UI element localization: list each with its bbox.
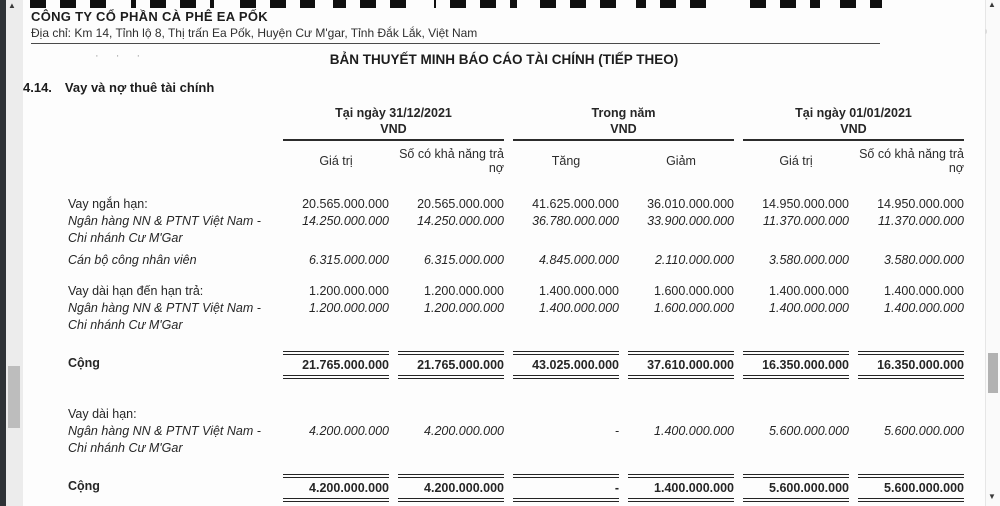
total-cell: 4.200.000.000 bbox=[398, 457, 504, 502]
table-cell: 6.315.000.000 bbox=[424, 253, 504, 267]
row-label bbox=[59, 213, 274, 247]
table-cell: 6.315.000.000 bbox=[309, 253, 389, 267]
table-row bbox=[59, 423, 964, 457]
table-cell: 36.780.000.000 bbox=[532, 214, 619, 228]
col-group-opening bbox=[743, 100, 964, 141]
total-cell: 37.610.000.000 bbox=[628, 334, 734, 379]
section-heading bbox=[23, 80, 214, 95]
total-cell: 1.400.000.000 bbox=[628, 457, 734, 502]
table-cell: 4.200.000.000 bbox=[424, 424, 504, 438]
total-cell: 5.600.000.000 bbox=[743, 457, 849, 502]
row-label-line2: Chi nhánh Cư M'Gar bbox=[68, 231, 183, 245]
table-cell: 41.625.000.000 bbox=[532, 197, 619, 211]
table-row bbox=[59, 181, 964, 213]
scroll-up-icon[interactable]: ▲ bbox=[8, 1, 16, 10]
table-cell: 1.400.000.000 bbox=[654, 424, 734, 438]
scan-binding-marks bbox=[30, 0, 882, 8]
scanned-page bbox=[23, 0, 985, 506]
table-cell: 14.250.000.000 bbox=[302, 214, 389, 228]
scan-artifact-dots: · · · bbox=[95, 50, 148, 62]
table-cell: 1.400.000.000 bbox=[884, 301, 964, 315]
left-scrollbar-thumb[interactable] bbox=[8, 366, 20, 428]
table-cell: 4.200.000.000 bbox=[309, 424, 389, 438]
section-number: 4.14. bbox=[23, 80, 52, 95]
right-scrollbar-thumb[interactable] bbox=[988, 353, 998, 393]
total-cell: 21.765.000.000 bbox=[398, 334, 504, 379]
total-cell: 16.350.000.000 bbox=[743, 334, 849, 379]
table-cell: - bbox=[614, 424, 619, 438]
col-group-unit: VND bbox=[610, 122, 637, 136]
table-cell: 1.400.000.000 bbox=[539, 284, 619, 298]
table-cell: 33.900.000.000 bbox=[647, 214, 734, 228]
total-cell: 43.025.000.000 bbox=[513, 334, 619, 379]
total-row bbox=[59, 334, 964, 379]
scroll-down-icon[interactable]: ▼ bbox=[988, 492, 996, 501]
table-cell: 14.950.000.000 bbox=[762, 197, 849, 211]
scroll-up-icon[interactable]: ▲ bbox=[988, 0, 996, 9]
left-scrollbar-track[interactable] bbox=[6, 0, 23, 506]
col-group-title: Tại ngày 31/12/2021 bbox=[335, 106, 452, 120]
table-cell: 1.600.000.000 bbox=[654, 284, 734, 298]
table-cell: 1.200.000.000 bbox=[309, 301, 389, 315]
col-header: Giảm bbox=[666, 154, 696, 168]
table-cell: 20.565.000.000 bbox=[302, 197, 389, 211]
table-cell: 1.200.000.000 bbox=[309, 284, 389, 298]
row-label: Cán bộ công nhân viên bbox=[68, 253, 197, 267]
row-label: Vay dài hạn đến hạn trả: bbox=[68, 284, 204, 298]
row-label-line2: Chi nhánh Cư M'Gar bbox=[68, 318, 183, 332]
table-cell: 5.600.000.000 bbox=[769, 424, 849, 438]
col-header: Tăng bbox=[551, 154, 581, 168]
col-group-unit: VND bbox=[380, 122, 407, 136]
right-scrollbar-track[interactable] bbox=[985, 0, 1000, 506]
table-cell: 14.250.000.000 bbox=[417, 214, 504, 228]
total-row bbox=[59, 457, 964, 502]
table-group-header-row bbox=[59, 100, 964, 141]
col-group-closing bbox=[283, 100, 504, 141]
row-label-line1: Ngân hàng NN & PTNT Việt Nam - bbox=[68, 214, 261, 228]
row-label: Vay dài hạn: bbox=[68, 407, 137, 421]
table-row bbox=[59, 269, 964, 300]
table-cell: 20.565.000.000 bbox=[417, 197, 504, 211]
col-header: Giá trị bbox=[319, 154, 353, 168]
table-cell: 36.010.000.000 bbox=[647, 197, 734, 211]
table-cell: 1.200.000.000 bbox=[424, 284, 504, 298]
table-cell: 1.400.000.000 bbox=[769, 301, 849, 315]
col-group-title: Tại ngày 01/01/2021 bbox=[795, 106, 912, 120]
table-row bbox=[59, 213, 964, 247]
table-cell: 3.580.000.000 bbox=[769, 253, 849, 267]
row-label bbox=[59, 423, 274, 457]
table-cell: 11.370.000.000 bbox=[878, 214, 964, 228]
col-group-during-year bbox=[513, 100, 734, 141]
row-label: Cộng bbox=[68, 479, 100, 493]
loans-table bbox=[50, 100, 973, 502]
col-header: Số có khả năng trả nợ bbox=[859, 147, 964, 175]
total-cell: 5.600.000.000 bbox=[858, 457, 964, 502]
report-title: BẢN THUYẾT MINH BÁO CÁO TÀI CHÍNH (TIẾP THEO) bbox=[329, 52, 679, 67]
col-group-title: Trong năm bbox=[591, 106, 656, 120]
row-label-line1: Ngân hàng NN & PTNT Việt Nam - bbox=[68, 301, 261, 315]
total-cell: 4.200.000.000 bbox=[283, 457, 389, 502]
table-cell: 1.200.000.000 bbox=[424, 301, 504, 315]
company-address: Địa chỉ: Km 14, Tỉnh lộ 8, Thị trấn Ea Pốk, Huyện Cư M'gar, Tỉnh Đắk Lắk, Việt Nam bbox=[31, 26, 880, 44]
table-cell: 11.370.000.000 bbox=[763, 214, 849, 228]
table-cell: 1.400.000.000 bbox=[769, 284, 849, 298]
col-group-unit: VND bbox=[840, 122, 867, 136]
col-header: Số có khả năng trả nợ bbox=[399, 147, 504, 175]
col-header: Giá trị bbox=[779, 154, 813, 168]
table-cell: 1.400.000.000 bbox=[539, 301, 619, 315]
table-cell: 2.110.000.000 bbox=[654, 253, 734, 267]
row-label bbox=[59, 300, 274, 334]
total-cell: 21.765.000.000 bbox=[283, 334, 389, 379]
section-title: Vay và nợ thuê tài chính bbox=[64, 80, 215, 95]
row-label: Cộng bbox=[68, 356, 100, 370]
company-name: CÔNG TY CỔ PHẦN CÀ PHÊ EA PỐK bbox=[31, 9, 268, 24]
table-cell: 4.845.000.000 bbox=[539, 253, 619, 267]
table-subheader-row bbox=[59, 141, 964, 181]
table-cell: 5.600.000.000 bbox=[884, 424, 964, 438]
row-label-line2: Chi nhánh Cư M'Gar bbox=[68, 441, 183, 455]
total-cell: 16.350.000.000 bbox=[858, 334, 964, 379]
table-row bbox=[59, 379, 964, 423]
table-cell: 1.400.000.000 bbox=[884, 284, 964, 298]
table-cell: 14.950.000.000 bbox=[877, 197, 964, 211]
table-row bbox=[59, 300, 964, 334]
table-cell: 1.600.000.000 bbox=[654, 301, 734, 315]
total-cell: - bbox=[513, 457, 619, 502]
table-row bbox=[59, 247, 964, 269]
table-cell: 3.580.000.000 bbox=[884, 253, 964, 267]
row-label: Vay ngắn hạn: bbox=[68, 197, 148, 211]
row-label-line1: Ngân hàng NN & PTNT Việt Nam - bbox=[68, 424, 261, 438]
